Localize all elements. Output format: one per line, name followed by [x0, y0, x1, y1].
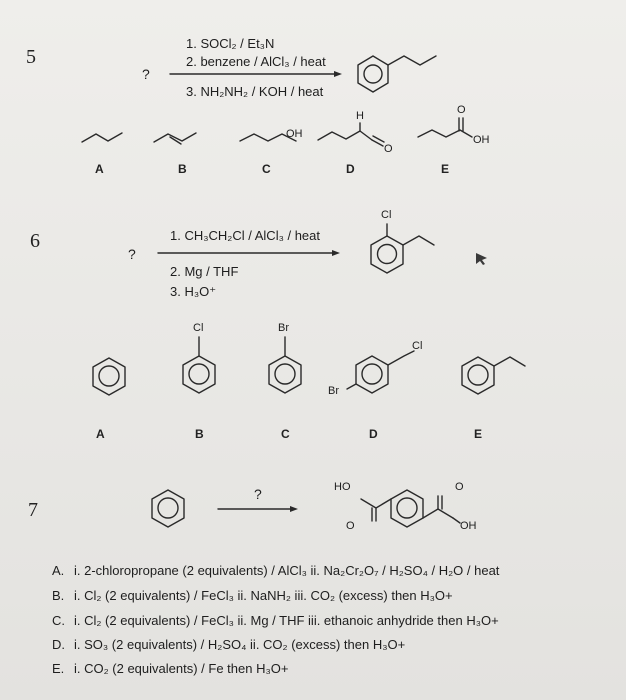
arrowhead-q6 [332, 250, 340, 256]
q6-d-cl-label: Cl [412, 340, 423, 352]
q7-oh-label: OH [460, 520, 477, 532]
q6-step-3: 3. H₃O⁺ [170, 284, 217, 299]
question-number-5: 5 [26, 46, 36, 68]
q5-choice-label-b: B [178, 162, 187, 176]
q7-option-d-text: i. SO₃ (2 equivalents) / H₂SO₄ ii. CO₂ (excess) then H₃O+ [74, 637, 406, 652]
q7-option-e-letter: E. [52, 661, 65, 676]
q6-c-br-label: Br [278, 322, 289, 334]
q7-option-a-letter: A. [52, 563, 65, 578]
q6-step-1: 1. CH₃CH₂Cl / AlCl₃ / heat [170, 228, 321, 243]
q5-step-2: 2. benzene / AlCl₃ / heat [186, 54, 326, 69]
q7-reactant-structure [152, 490, 184, 527]
q7-option-c[interactable] [52, 613, 499, 628]
q6-product-structure [371, 224, 434, 273]
q7-option-b[interactable] [52, 588, 453, 603]
q6-choice-label-d: D [369, 427, 378, 441]
q5-choice-b-structure [154, 133, 196, 144]
arrowhead-q7 [290, 506, 298, 512]
q5-e-oh-label: OH [473, 134, 490, 146]
q6-step-2: 2. Mg / THF [170, 264, 239, 279]
q5-choice-a-structure [82, 133, 122, 142]
q7-product-structure [361, 490, 460, 527]
q5-step-3: 3. NH₂NH₂ / KOH / heat [186, 84, 324, 99]
q7-o1-label: O [346, 520, 355, 532]
q7-o2-label: O [455, 481, 464, 493]
q6-choice-b-structure [183, 337, 215, 393]
q5-d-o-label: O [384, 143, 393, 155]
q5-choice-e-structure [418, 118, 472, 137]
q5-e-o-label: O [457, 104, 466, 116]
q6-choice-d-structure [347, 351, 414, 393]
q6-choice-a-structure [93, 358, 125, 395]
cursor-pointer-icon [476, 253, 487, 265]
q7-option-c-letter: C. [52, 613, 65, 628]
q5-d-h-label: H [356, 110, 364, 122]
q7-option-e[interactable] [52, 661, 288, 676]
q5-c-oh-label: OH [286, 128, 303, 140]
q6-choice-e-structure [462, 357, 525, 394]
q5-choice-label-e: E [441, 162, 450, 176]
question-number-6: 6 [30, 230, 40, 252]
q5-product-structure [358, 56, 436, 92]
q7-option-e-text: i. CO₂ (2 equivalents) / Fe then H₃O+ [74, 661, 289, 676]
q6-choice-label-b: B [195, 427, 204, 441]
q5-choice-d-structure [318, 123, 384, 146]
q6-choice-label-c: C [281, 427, 290, 441]
q6-b-cl-label: Cl [193, 322, 204, 334]
q5-choice-label-c: C [262, 162, 271, 176]
q6-product-cl-label: Cl [381, 209, 392, 221]
q6-d-br-label: Br [328, 385, 339, 397]
q5-unknown: ? [142, 66, 150, 82]
q7-option-a-text: i. 2-chloropropane (2 equivalents) / AlCl₃ ii. Na₂Cr₂O₇ / H₂SO₄ / H₂O / heat [74, 563, 500, 578]
q5-choice-label-d: D [346, 162, 355, 176]
q7-option-b-letter: B. [52, 588, 65, 603]
q6-choice-label-a: A [96, 427, 105, 441]
q7-option-d-letter: D. [52, 637, 65, 652]
q7-ho-label: HO [334, 481, 351, 493]
q5-choice-label-a: A [95, 162, 104, 176]
q7-option-c-text: i. Cl₂ (2 equivalents) / FeCl₃ ii. Mg / THF iii. ethanoic anhydride then H₃O+ [74, 613, 499, 628]
q5-step-1: 1. SOCl₂ / Et₃N [186, 36, 275, 51]
q6-choice-label-e: E [474, 427, 483, 441]
q6-choice-c-structure [269, 337, 301, 393]
q7-option-b-text: i. Cl₂ (2 equivalents) / FeCl₃ ii. NaNH₂ iii. CO₂ (excess) then H₃O+ [74, 588, 453, 603]
q6-unknown: ? [128, 246, 136, 262]
question-number-7: 7 [28, 499, 38, 521]
q7-option-d[interactable] [52, 637, 405, 652]
arrowhead-q5 [334, 71, 342, 77]
q7-option-a[interactable] [52, 563, 499, 578]
q7-unknown: ? [254, 486, 262, 502]
